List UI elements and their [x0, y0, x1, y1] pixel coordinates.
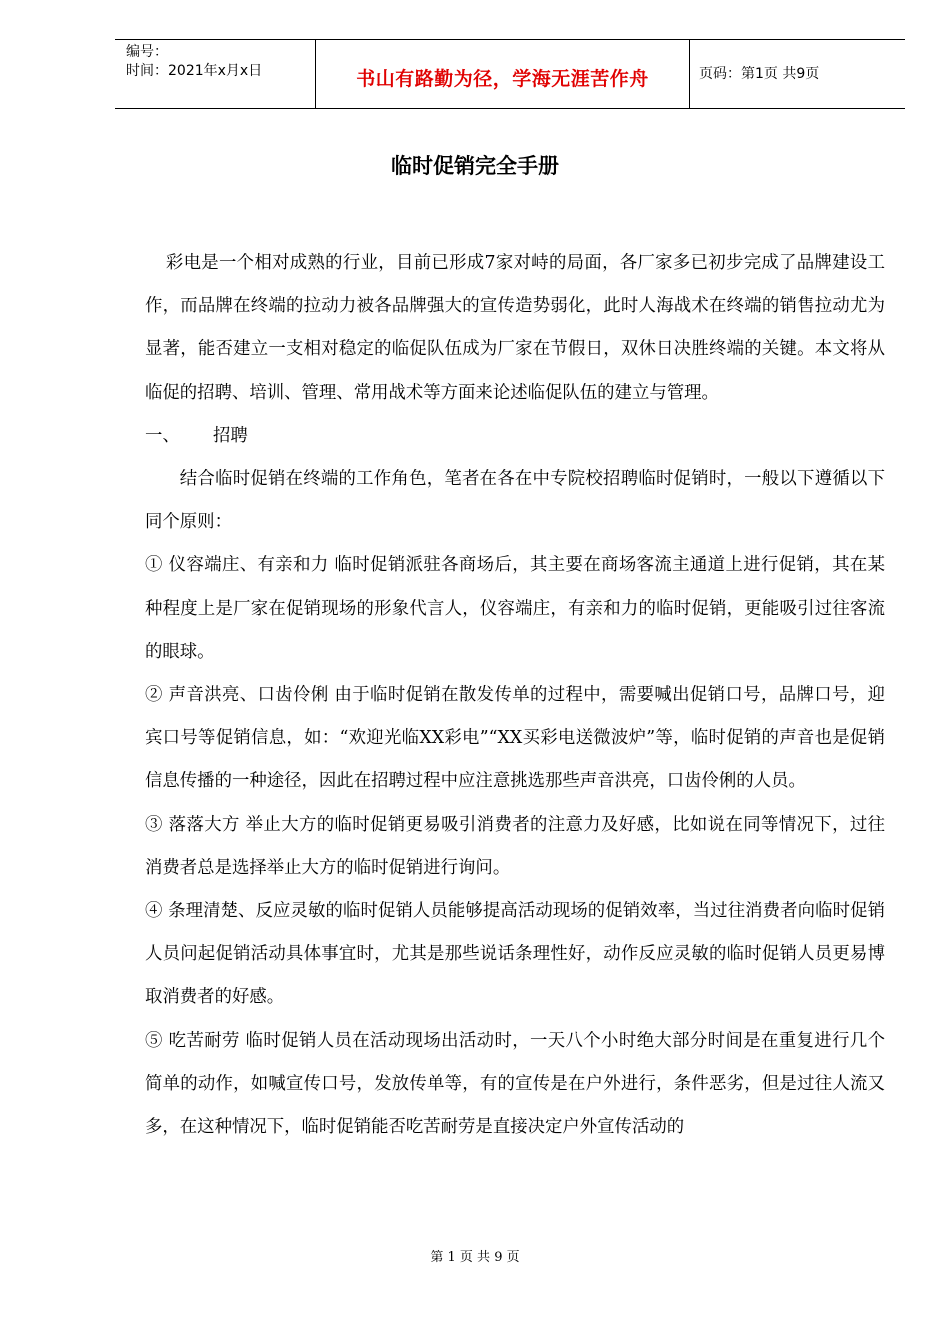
header-meta-cell: [115, 40, 316, 108]
time-label: 时间：2021年x月x日: [126, 63, 263, 79]
principle-1: ① 仪容端庄、有亲和力 临时促销派驻各商场后，其主要在商场客流主通道上进行促销，其在某种程度上是厂家在促销现场的形象代言人，仪容端庄，有亲和力的临时促销，更能吸引过往客流的眼球。: [145, 555, 885, 662]
principle-4: ④ 条理清楚、反应灵敏的临时促销人员能够提高活动现场的促销效率，当过往消费者向临时促销人员问起促销活动具体事宜时，尤其是那些说话条理性好，动作反应灵敏的临时促销人员更易博取消费者的好感。: [145, 901, 885, 1008]
page-info: 页码：第1页 共9页: [699, 66, 820, 82]
principle-3: ③ 落落大方 举止大方的临时促销更易吸引消费者的注意力及好感，比如说在同等情况下，过往消费者总是选择举止大方的临时促销进行询问。: [145, 814, 885, 878]
header-page-cell: [690, 40, 905, 108]
motto: 书山有路勤为径，学海无涯苦作舟: [356, 68, 649, 90]
principle-2: ② 声音洪亮、口齿伶俐 由于临时促销在散发传单的过程中，需要喊出促销口号，品牌口号，迎宾口号等促销信息，如：“欢迎光临XX彩电”“XX买彩电送微波炉”等，临时促销的声音也是促销信息传播的一种途径，因此在招聘过程中应注意挑选那些声音洪亮，口齿伶俐的人员。: [145, 685, 885, 792]
code-label: 编号：: [126, 44, 168, 60]
page-footer: 第 1 页 共 9 页: [430, 1250, 520, 1265]
document-title: 临时促销完全手册: [391, 154, 559, 178]
section-number: 一、: [145, 425, 180, 446]
document-body: [145, 242, 885, 1149]
section-heading: [145, 415, 885, 458]
recruit-intro-paragraph: 结合临时促销在终端的工作角色，笔者在各在中专院校招聘临时促销时，一般以下遵循以下同个原则：: [145, 469, 885, 533]
page-header: [115, 39, 905, 109]
section-title: 招聘: [213, 425, 248, 446]
intro-paragraph: 彩电是一个相对成熟的行业，目前已形成7家对峙的局面，各厂家多已初步完成了品牌建设工作，而品牌在终端的拉动力被各品牌强大的宣传造势弱化，此时人海战术在终端的销售拉动尤为显著，能否建立一支相对稳定的临促队伍成为厂家在节假日，双休日决胜终端的关键。本文将从临促的招聘、培训、管理、常用战术等方面来论述临促队伍的建立与管理。: [145, 253, 885, 403]
header-motto-cell: [316, 40, 690, 108]
principle-5: ⑤ 吃苦耐劳 临时促销人员在活动现场出活动时，一天八个小时绝大部分时间是在重复进行几个简单的动作，如喊宣传口号，发放传单等，有的宣传是在户外进行，条件恶劣，但是过往人流又多，在这种情况下，临时促销能否吃苦耐劳是直接决定户外宣传活动的: [145, 1030, 885, 1138]
